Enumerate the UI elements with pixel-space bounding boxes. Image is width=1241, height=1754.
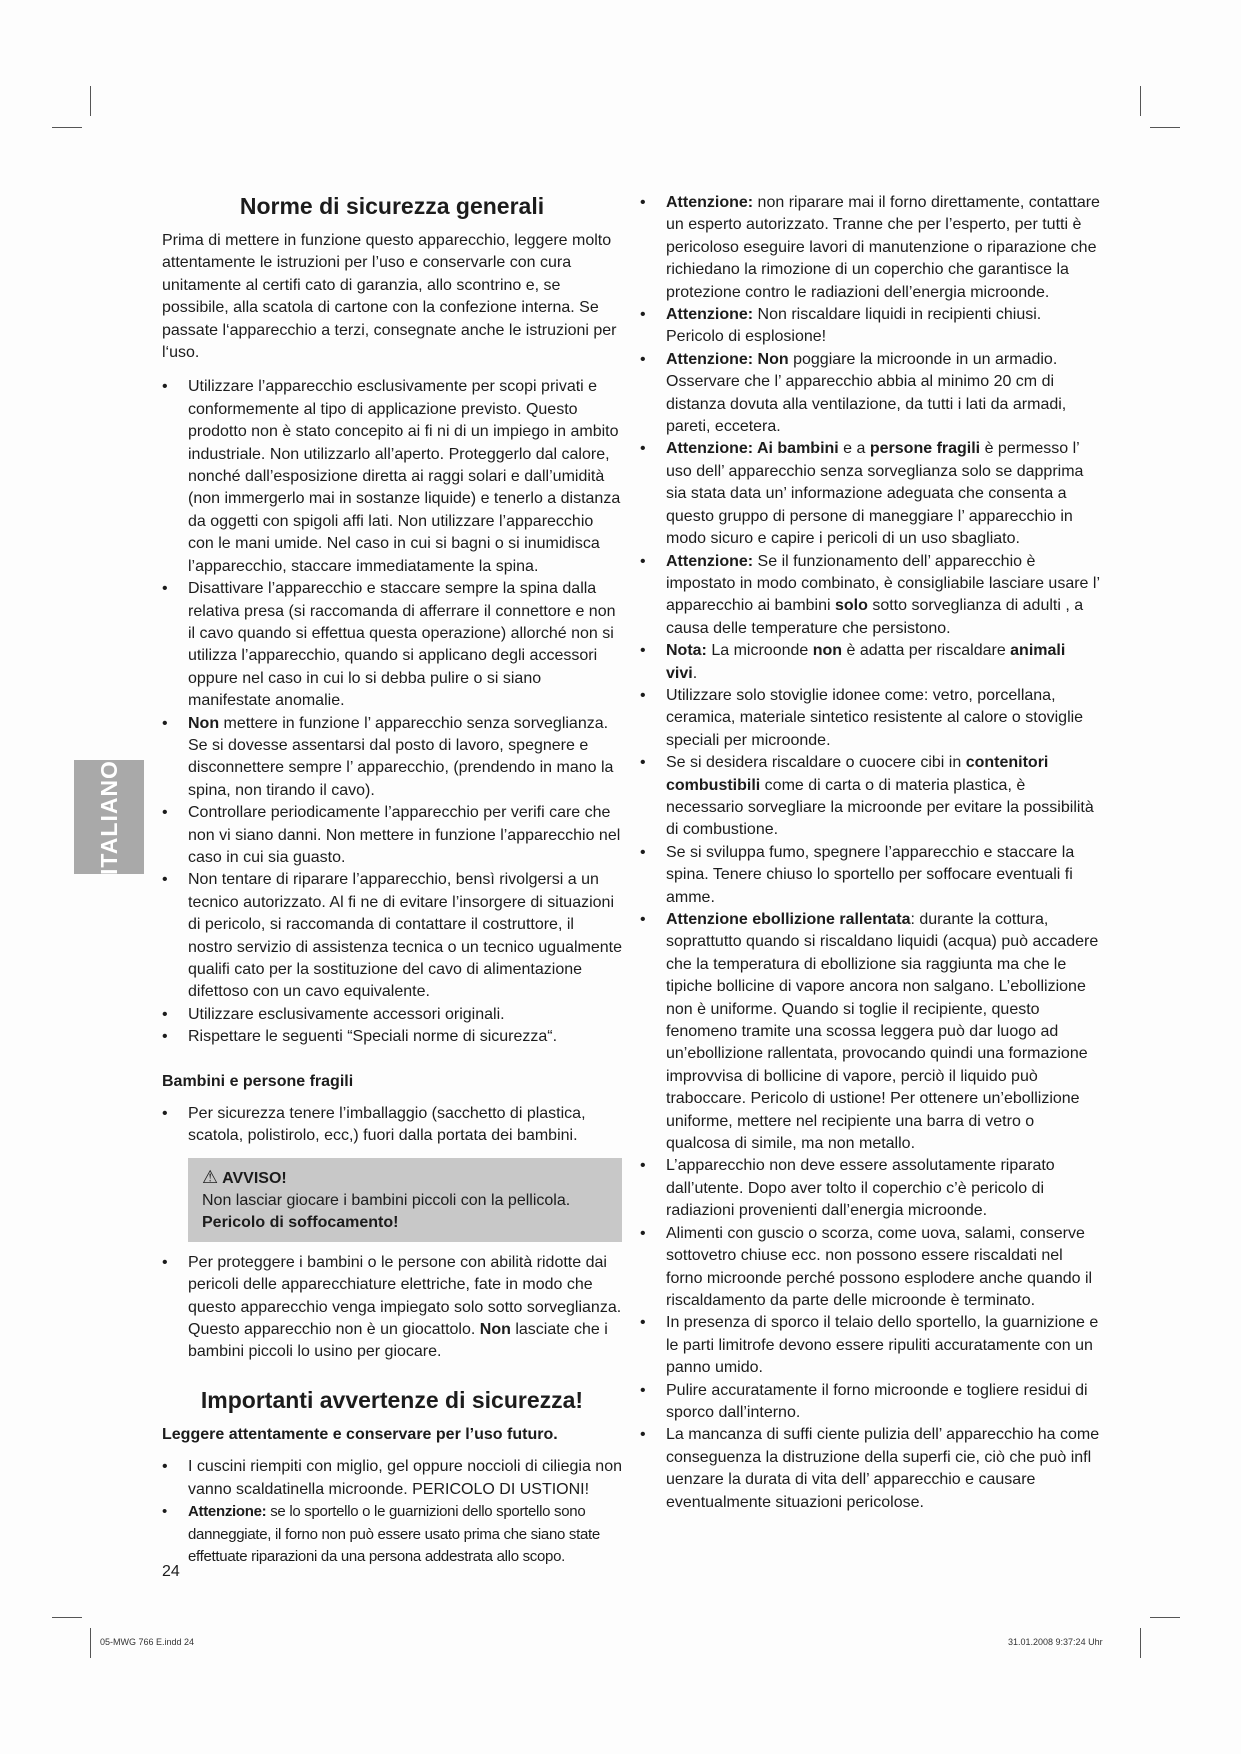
list-item: • Disattivare l’apparecchio e staccare sempre la spina dalla relativa presa (si raccomanda di afferrare il connettore e non il cavo quando si effettua questa operazione) allorché non si utilizza l’apparecchio, quando si applicano degli accessori oppure nel caso in cui lo si debba pulire o si siano manifestate anomalie.: [162, 578, 622, 712]
list-item: • Per sicurezza tenere l’imballaggio (sacchetto di plastica, scatola, polistirolo, ecc,) fuori dalla portata dei bambini.: [162, 1103, 622, 1148]
children-list-2: [162, 1252, 622, 1364]
list-item: • Attenzione: non riparare mai il forno direttamente, contattare un esperto autorizzato. Tranne che per l’esperto, per tutti è pericoloso eseguire lavori di manutenzione o riparazione che richiedano la rimozione di un coperchio che garantisce la protezione contro le radiazioni dell’energia microonde.: [640, 192, 1100, 304]
list-item: • Utilizzare esclusivamente accessori originali.: [162, 1004, 622, 1026]
crop-mark: [90, 86, 91, 116]
list-item: • Utilizzare l’apparecchio esclusivamente per scopi privati e conformemente al tipo di applicazione previsto. Questo prodotto non è stato concepito ai fi ni di un impiego in ambito industriale. Non utilizzarlo all’aperto. Proteggerlo dal calore, nonché dall’esposizione diretta ai raggi solari e dall’umidità (non immergerlo mai in sostanze liquide) e tenerlo a distanza da oggetti con spigoli affi lati. Non utilizzare l’apparecchio con le mani umide. Nel caso in cui si bagni o si inumidisca l’apparecchio, staccare immediatamente la spina.: [162, 376, 622, 578]
intro-paragraph: Prima di mettere in funzione questo apparecchio, leggere molto attentamente le istruzioni per l’uso e conservarle con cura unitamente al certifi cato di garanzia, allo scontrino e, se possibile, alla scatola di cartone con la confezione interna. Se passate l‘apparecchio a terzi, consegnate anche le istruzioni per l‘uso.: [162, 232, 617, 362]
list-item: • Attenzione: Non riscaldare liquidi in recipienti chiusi. Pericolo di esplosione!: [640, 304, 1100, 349]
crop-mark: [52, 127, 82, 128]
warning-title: AVVISO!: [222, 1169, 287, 1187]
section-heading-important: Importanti avvertenze di sicurezza!: [200, 1386, 584, 1413]
crop-mark: [90, 1628, 91, 1658]
section-heading-general: Norme di sicurezza generali: [239, 193, 545, 219]
list-item: • Controllare periodicamente l’apparecchio per verifi care che non vi siano danni. Non mettere in funzione l’apparecchio nel caso in cui sia guasto.: [162, 802, 622, 869]
special-safety-list: [640, 192, 1100, 1514]
list-item: • Se si sviluppa fumo, spegnere l’apparecchio e staccare la spina. Tenere chiuso lo sportello per soffocare eventuali fi amme.: [640, 842, 1100, 909]
list-item: • Utilizzare solo stoviglie idonee come: vetro, porcellana, ceramica, materiale sintetico resistente al calore o stoviglie speciali per microonde.: [640, 685, 1100, 752]
list-item: • Non mettere in funzione l’ apparecchio senza sorveglianza. Se si dovesse assentarsi dal posto di lavoro, spegnere e disconnettere sempre l’ apparecchio, (prendendo in mano la spina, non tirando il cavo).: [162, 713, 622, 803]
list-item: • Pulire accuratamente il forno microonde e togliere residui di sporco dall’interno.: [640, 1380, 1100, 1425]
list-item: • Attenzione ebollizione rallentata: durante la cottura, soprattutto quando si riscaldano liquidi (acqua) può accadere che la temperatura di ebollizione sia raggiunta ma che le tipiche bollicine di vapore ancora non salgano. L’ebollizione non è uniforme. Quando si toglie il recipiente, questo fenomeno tramite una scossa leggera può dar luogo ad un’ebollizione rallentata, provocando quindi una formazione improvvisa di bollicine di vapore, perciò il liquido può traboccare. Pericolo di ustione! Per ottenere un’ebollizione uniforme, mettere nel recipiente una barra di vetro o qualcosa di simile, ma non metallo.: [640, 909, 1100, 1155]
footer-filename: 05-MWG 766 E.indd 24: [100, 1637, 195, 1647]
right-column: [640, 192, 1100, 1514]
warning-bold-text: Pericolo di soffocamento!: [202, 1213, 399, 1231]
important-list: [162, 1456, 622, 1568]
list-item: • Alimenti con guscio o scorza, come uova, salami, conserve sottovetro chiuse ecc. non possono essere riscaldati nel forno microonde perché possono esplodere anche quando il riscaldamento da parte delle microonde è terminato.: [640, 1223, 1100, 1313]
list-item: • L’apparecchio non deve essere assolutamente riparato dall’utente. Dopo aver tolto il coperchio c’è pericolo di radiazioni provenienti dall’energia microonde.: [640, 1155, 1100, 1222]
list-item: • Nota: La microonde non è adatta per riscaldare animali vivi.: [640, 640, 1100, 685]
list-item: • Attenzione: Ai bambini e a persone fragili è permesso l’ uso dell’ apparecchio senza sorveglianza solo se dapprima sia stata data un’ informazione adeguata che consenta a questo gruppo di persone di maneggiare l’ apparecchio in modo sicuro e capire i pericoli di un uso sbagliato.: [640, 438, 1100, 550]
language-tab-label: ITALIANO: [95, 759, 122, 875]
list-item: • Attenzione: Non poggiare la microonde in un armadio. Osservare che l’ apparecchio abbia al minimo 20 cm di distanza dovuta alla ventilazione, da tutti i lati da armadi, pareti, eccetera.: [640, 349, 1100, 439]
list-item: • Non tentare di riparare l’apparecchio, bensì rivolgersi a un tecnico autorizzato. Al fi ne di evitare l’insorgere di situazioni di pericolo, si raccomanda di contattare il costruttore, il nostro servizio di assistenza tecnica o un tecnico ugualmente qualifi cato per la sostituzione del cavo di alimentazione difettoso con un cavo equivalente.: [162, 869, 622, 1003]
crop-mark: [1150, 127, 1180, 128]
warning-box: [188, 1158, 622, 1242]
list-item: • Se si desidera riscaldare o cuocere cibi in contenitori combustibili come di carta o di materia plastica, è necessario sorvegliare la microonde per evitare la possibilità di combustione.: [640, 752, 1100, 842]
list-item: • Rispettare le seguenti “Speciali norme di sicurezza“.: [162, 1026, 622, 1048]
crop-mark: [52, 1617, 82, 1618]
warning-triangle-icon: ⚠: [202, 1166, 219, 1187]
list-item: • I cuscini riempiti con miglio, gel oppure noccioli di ciliegia non vanno scaldatinella microonde. PERICOLO DI USTIONI!: [162, 1456, 622, 1501]
list-item: • Per proteggere i bambini o le persone con abilità ridotte dai pericoli delle apparecchiature elettriche, fate in modo che questo apparecchio venga impiegato solo sotto sorveglianza. Questo apparecchio non è un giocattolo. Non lasciate che i bambini piccoli lo usino per giocare.: [162, 1252, 622, 1364]
left-column: [162, 192, 622, 1568]
list-item: • Attenzione: se lo sportello o le guarnizioni dello sportello sono danneggiate, il forno non può essere usato prima che siano state effettuate riparazioni da una persona addestrata allo scopo.: [162, 1501, 622, 1568]
language-tab: [74, 760, 144, 874]
list-item: • In presenza di sporco il telaio dello sportello, la guarnizione e le parti limitrofe devono essere ripuliti accuratamente con un panno umido.: [640, 1312, 1100, 1379]
subheading-children: Bambini e persone fragili: [162, 1072, 354, 1090]
warning-text: Non lasciar giocare i bambini piccoli con la pellicola.: [202, 1191, 571, 1209]
children-list: [162, 1103, 622, 1148]
general-safety-list: [162, 376, 622, 1048]
footer-timestamp: 31.01.2008 9:37:24 Uhr: [1008, 1637, 1103, 1647]
crop-mark: [1140, 1628, 1141, 1658]
important-subheading: Leggere attentamente e conservare per l’uso futuro.: [162, 1425, 558, 1443]
page-number: 24: [162, 1563, 180, 1580]
list-item: • La mancanza di suffi ciente pulizia dell’ apparecchio ha come conseguenza la distruzione della superfi cie, ciò che può infl uenzare la durata di vita dell’ apparecchio e causare eventualmente situazioni pericolose.: [640, 1424, 1100, 1514]
crop-mark: [1140, 86, 1141, 116]
crop-mark: [1150, 1617, 1180, 1618]
list-item: • Attenzione: Se il funzionamento dell’ apparecchio è impostato in modo combinato, è consigliabile lasciare usare l’ apparecchio ai bambini solo sotto sorveglianza di adulti , a causa delle temperature che persistono.: [640, 551, 1100, 641]
